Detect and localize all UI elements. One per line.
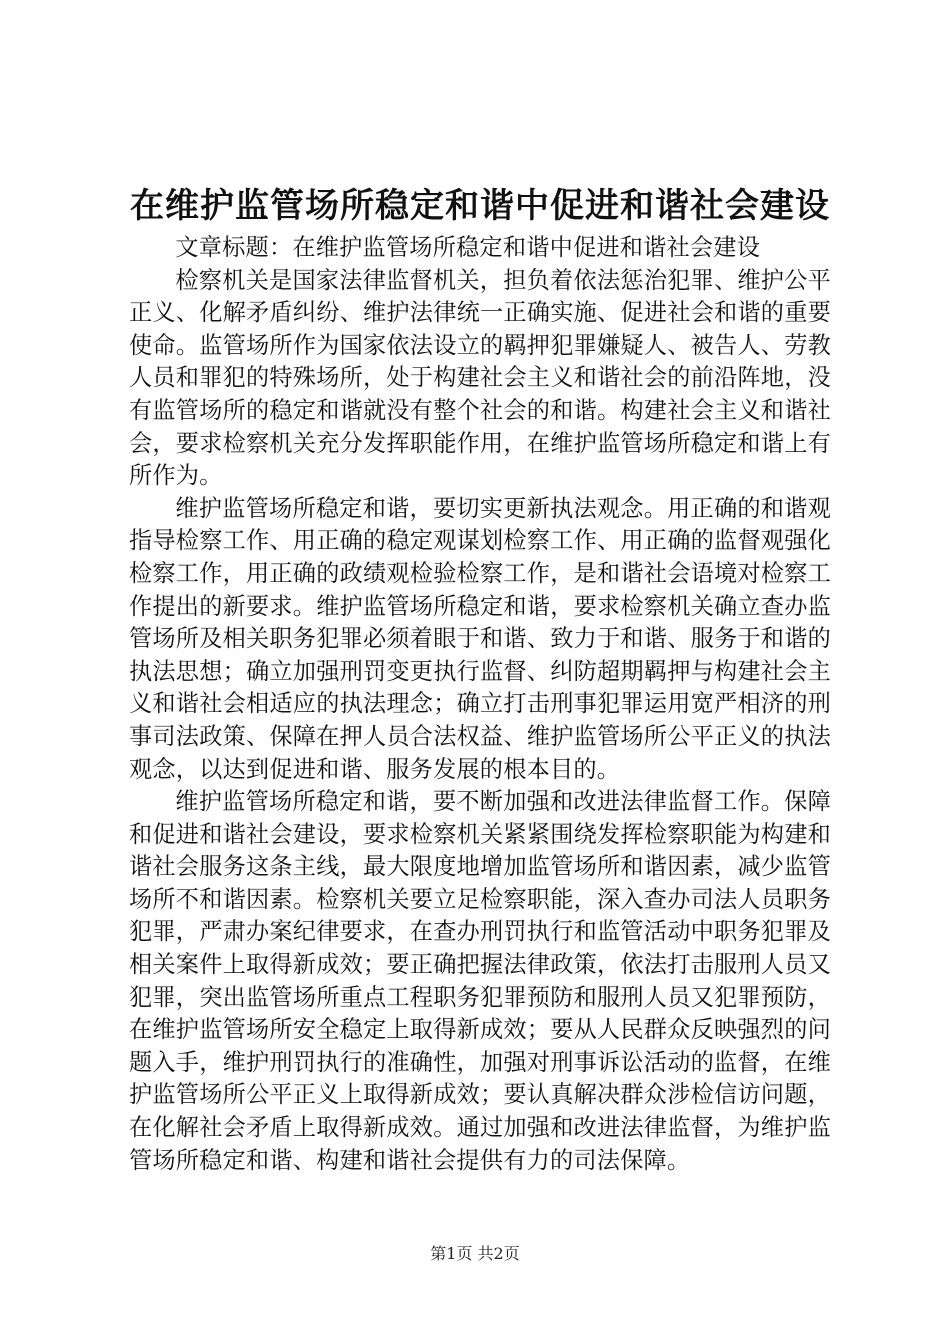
page-footer: 第1页 共2页	[430, 1244, 520, 1263]
document-body	[129, 232, 831, 1177]
document-title: 在维护监管场所稳定和谐中促进和谐社会建设	[130, 186, 830, 226]
paragraph-supervision: 维护监管场所稳定和谐，要不断加强和改进法律监督工作。保障和促进和谐社会建设，要求检察机关紧紧围绕发挥检察职能为构建和谐社会服务这条主线，最大限度地增加监管场所和谐因素，减少监管场所不和谐因素。检察机关要立足检察职能，深入查办司法人员职务犯罪，严肃办案纪律要求，在查办刑罚执行和监管活动中职务犯罪及相关案件上取得新成效；要正确把握法律政策，依法打击服刑人员又犯罪，突出监管场所重点工程职务犯罪预防和服刑人员又犯罪预防，在维护监管场所安全稳定上取得新成效；要从人民群众反映强烈的问题入手，维护刑罚执行的准确性，加强对刑事诉讼活动的监督，在维护监管场所公平正义上取得新成效；要认真解决群众涉检信访问题，在化解社会矛盾上取得新成效。通过加强和改进法律监督，为维护监管场所稳定和谐、构建和谐社会提供有力的司法保障。	[129, 788, 831, 1174]
paragraph-intro: 检察机关是国家法律监督机关，担负着依法惩治犯罪、维护公平正义、化解矛盾纠纷、维护法律统一正确实施、促进社会和谐的重要使命。监管场所作为国家依法设立的羁押犯罪嫌疑人、被告人、劳教人员和罪犯的特殊场所，处于构建社会主义和谐社会的前沿阵地，没有监管场所的稳定和谐就没有整个社会的和谐。构建社会主义和谐社会，要求检察机关充分发挥职能作用，在维护监管场所稳定和谐上有所作为。	[129, 266, 831, 490]
article-title-line: 文章标题：在维护监管场所稳定和谐中促进和谐社会建设	[175, 234, 761, 261]
paragraph-concepts: 维护监管场所稳定和谐，要切实更新执法观念。用正确的和谐观指导检察工作、用正确的稳定观谋划检察工作、用正确的监督观强化检察工作，用正确的政绩观检验检察工作，是和谐社会语境对检察工作提出的新要求。维护监管场所稳定和谐，要求检察机关确立查办监管场所及相关职务犯罪必须着眼于和谐、致力于和谐、服务于和谐的执法思想；确立加强刑罚变更执行监督、纠防超期羁押与构建社会主义和谐社会相适应的执法理念；确立打击刑事犯罪运用宽严相济的刑事司法政策、保障在押人员合法权益、维护监管场所公平正义的执法观念，以达到促进和谐、服务发展的根本目的。	[129, 494, 831, 783]
